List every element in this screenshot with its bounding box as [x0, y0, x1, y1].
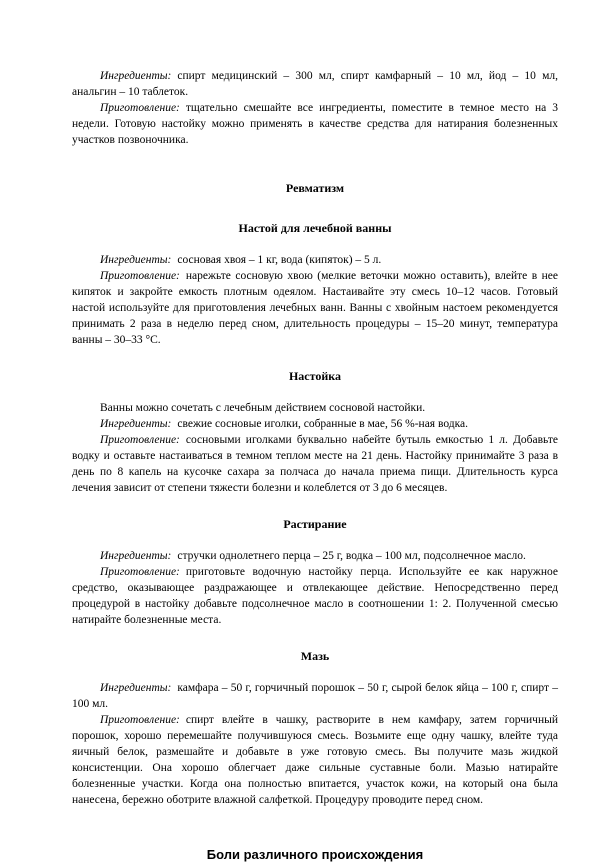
tincture-ingredients: [72, 416, 558, 432]
bath-preparation: [72, 268, 558, 348]
ingredients-text: спирт медицинский – 300 мл, спирт камфарный – 10 мл, йод – 10 мл, анальгин – 10 таблеток.: [72, 70, 558, 98]
ingredients-label: Ингредиенты:: [100, 70, 172, 82]
preparation-text: спирт влейте в чашку, растворите в нем камфару, затем горчичный порошок, хорошо перемешайте получившуюся смесь. Возьмите еще одну чашку, влейте туда яичный белок, размешайте и добавьте в уже готовую смесь. Вы получите мазь жидкой консистенции. Она хорошо облегчает даже сильные суставные боли. Мазью натирайте болезненные участки. Когда она полностью впитается, участок кожи, на который она была нанесена, бережно оботрите влажной салфеткой. Процедуру проводите перед сном.: [72, 714, 558, 806]
preparation-text: нарежьте сосновую хвою (мелкие веточки можно оставить), влейте в нее кипяток и закройте емкость плотным одеялом. Настаивайте эту смесь 10–12 часов. Готовый настой используйте для приготовления лечебных ванн. Ванны с хвойным настоем рекомендуется принимать 2 раза в неделю перед сном, длительность процедуры – 15–20 минут, температура ванны – 30–33 °С.: [72, 270, 558, 346]
preparation-text: тщательно смешайте все ингредиенты, поместите в темное место на 3 недели. Готовую настойку можно применять в качестве средства для натирания болезненных участков позвоночника.: [72, 102, 558, 146]
preparation-label: Приготовление:: [100, 102, 180, 114]
ingredients-text: сосновая хвоя – 1 кг, вода (кипяток) – 5 л.: [177, 254, 382, 266]
document-page: [72, 68, 558, 864]
ingredients-text: свежие сосновые иголки, собранные в мае, 56 %-ная водка.: [177, 418, 468, 430]
ingredients-label: Ингредиенты:: [100, 682, 172, 694]
ingredients-label: Ингредиенты:: [100, 418, 172, 430]
ingredients-text: стручки однолетнего перца – 25 г, водка – 100 мл, подсолнечное масло.: [177, 550, 526, 562]
rub-preparation: [72, 564, 558, 628]
section-title: Ревматизм: [285, 181, 345, 195]
intro-ingredients: [72, 68, 558, 100]
preparation-label: Приготовление:: [100, 434, 180, 446]
chapter-title: Боли различного происхождения: [206, 847, 424, 862]
rub-title: Растирание: [283, 517, 347, 531]
preparation-text: сосновыми иголками буквально набейте бутыль емкостью 1 л. Добавьте водку и оставьте настаиваться в темном теплом месте на 21 день. Настойку принимайте 3 раза в день по 8 капель на кусочке сахара за полчаса до начала приема пищи. Длительность курса лечения зависит от степени тяжести болезни и колеблется от 3 до 6 месяцев.: [72, 434, 558, 494]
ointment-title: Мазь: [300, 649, 330, 663]
ointment-preparation: [72, 712, 558, 808]
rub-ingredients: [72, 548, 558, 564]
preparation-label: Приготовление:: [100, 714, 180, 726]
tincture-preparation: [72, 432, 558, 496]
preparation-label: Приготовление:: [100, 270, 180, 282]
ingredients-label: Ингредиенты:: [100, 550, 172, 562]
bath-ingredients: [72, 252, 558, 268]
bath-title: Настой для лечебной ванны: [238, 221, 392, 235]
intro-preparation: [72, 100, 558, 148]
ingredients-label: Ингредиенты:: [100, 254, 172, 266]
preparation-label: Приготовление:: [100, 566, 180, 578]
preparation-text: приготовьте водочную настойку перца. Используйте ее как наружное средство, оказывающее раздражающее и отвлекающее действие. Непосредственно перед процедурой в настойку добавьте подсолнечное масло в соотношении 1: 2. Полученной смесью натирайте болезненные места.: [72, 566, 558, 626]
tincture-title: Настойка: [288, 369, 342, 383]
ingredients-text: камфара – 50 г, горчичный порошок – 50 г, сырой белок яйца – 100 г, спирт – 100 мл.: [72, 682, 558, 710]
tincture-intro: Ванны можно сочетать с лечебным действием сосновой настойки.: [100, 402, 426, 414]
ointment-ingredients: [72, 680, 558, 712]
